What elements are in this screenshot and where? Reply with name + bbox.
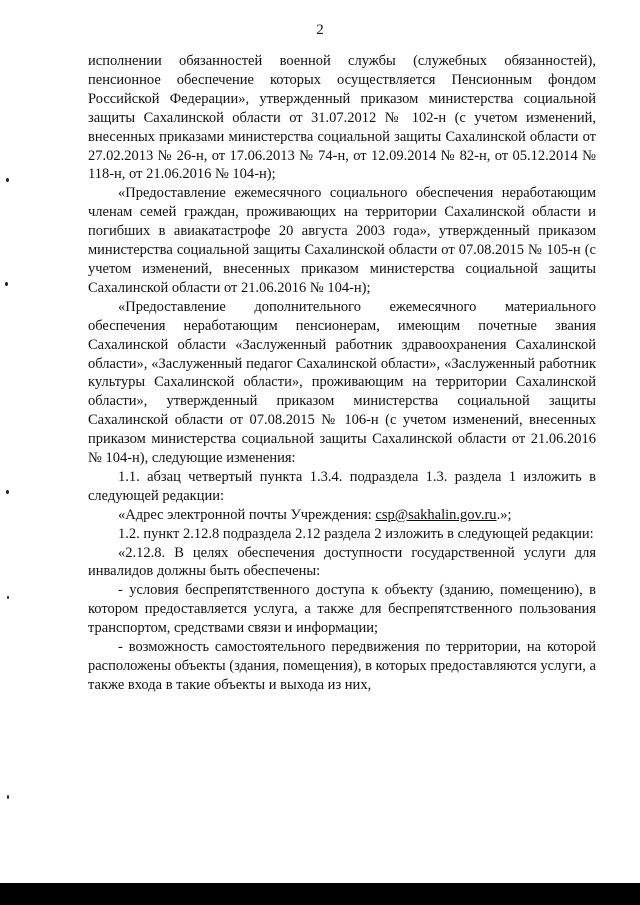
scan-bottom-edge xyxy=(0,883,640,905)
paragraph-independent-movement: - возможность самостоятельного передвижения по территории, на которой расположены объекты (здания, помещения), в которых предоставляются услуги, а также входа в такие объекты и выхода из них, xyxy=(88,639,596,693)
scan-speck xyxy=(6,490,9,494)
paragraph-pension-order-continuation: исполнении обязанностей военной службы (служебных обязанностей), пенсионное обеспечение которых осуществляется Пенсионным фондом Российской Федерации», утвержденный приказом министерства социальной защиты Сахалинской области от 31.07.2012 № 102-н (с учетом изменений, внесенных приказами министерства социальной защиты Сахалинской области от 27.02.2013 № 26-н, от 17.06.2013 № 74-н, от 12.09.2014 № 82-н, от 05.12.2014 № 118-н, от 21.06.2016 № 104-н); xyxy=(88,53,596,183)
paragraph-access-conditions: - условия беспрепятственного доступа к объекту (зданию, помещению), в котором предоставляется услуга, а также для беспрепятственного пользования транспортом, средствами связи и информации; xyxy=(88,582,596,637)
paragraph-air-crash-families: «Предоставление ежемесячного социального обеспечения неработающим членам семей граждан, проживающих на территории Сахалинской области и погибших в авиакатастрофе 20 августа 2003 года», утвержденный приказом министерства социальной защиты Сахалинской области от 07.08.2015 № 105-н (с учетом изменений, внесенных приказом министерства социальной защиты Сахалинской области от 21.06.2016 № 104-н); xyxy=(88,185,596,296)
scan-speck xyxy=(6,178,9,182)
paragraph-email-address xyxy=(88,506,596,525)
paragraph-item-1-2: 1.2. пункт 2.12.8 подраздела 2.12 раздела 2 изложить в следующей редакции: xyxy=(118,525,594,542)
scan-speck xyxy=(5,282,8,286)
paragraph-item-1-1: 1.1. абзац четвертый пункта 1.3.4. подраздела 1.3. раздела 1 изложить в следующей редакции: xyxy=(88,468,596,504)
document-body xyxy=(88,52,596,695)
paragraph-2-12-8: «2.12.8. В целях обеспечения доступности государственной услуги для инвалидов должны быть обеспечены: xyxy=(88,544,596,580)
email-link[interactable]: csp@sakhalin.gov.ru xyxy=(375,506,497,523)
scan-speck xyxy=(7,795,9,799)
paragraph-honorary-titles: «Предоставление дополнительного ежемесячного материального обеспечения неработающим пенсионерам, имеющим почетные звания Сахалинской области «Заслуженный работник здравоохранения Сахалинской области», «Заслуженный педагог Сахалинской области», «Заслуженный работник культуры Сахалинской области», проживающим на территории Сахалинской области», утвержденный приказом министерства социальной защиты Сахалинской области от 07.08.2015 № 106-н (с учетом изменений, внесенных приказом министерства социальной защиты Сахалинской области от 21.06.2016 № 104-н), следующие изменения: xyxy=(88,298,596,467)
email-prefix: «Адрес электронной почты Учреждения: xyxy=(118,506,376,523)
page-number: 2 xyxy=(316,22,324,38)
email-suffix: .»; xyxy=(496,506,512,523)
scan-speck xyxy=(7,596,9,599)
